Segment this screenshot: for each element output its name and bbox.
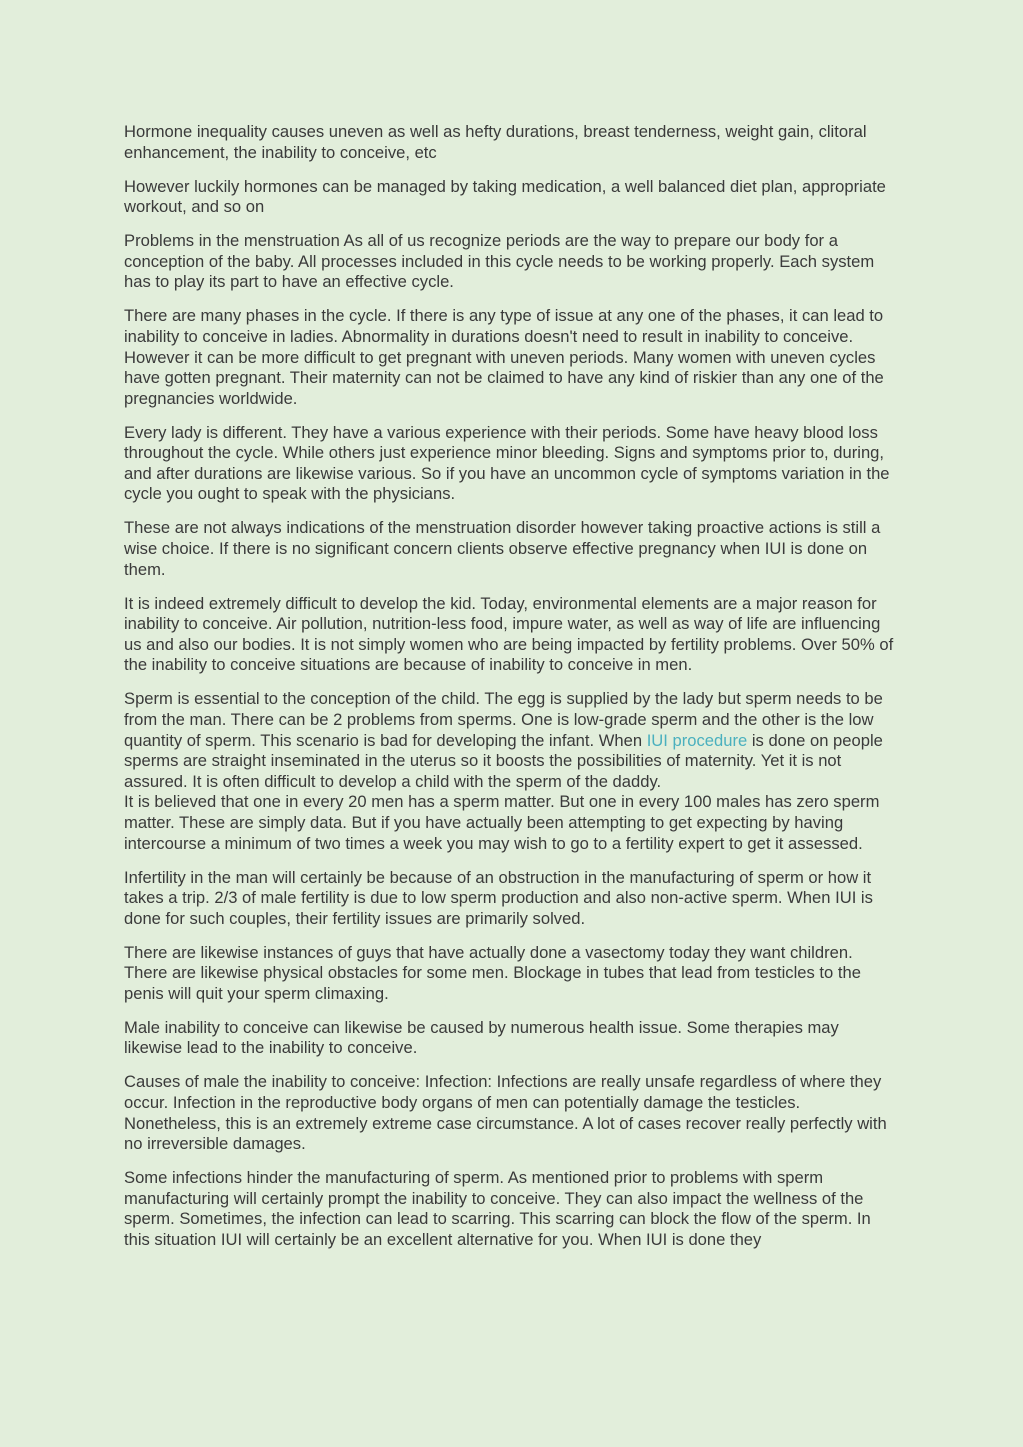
paragraph-hormones-managed: However luckily hormones can be managed by taking medication, a well balanced diet plan, appropriate workout, and so on — [124, 176, 886, 217]
paragraph-every-lady-different: Every lady is different. They have a various experience with their periods. Some have heavy blood loss throughout the cycle. While others just experience minor bleeding. Signs and symptoms prior to, during, and after durations are likewise various. So if you have an uncommon cycle of symptoms variation in the cycle you ought to speak with the physicians. — [124, 422, 890, 504]
paragraph-male-infertility-obstruction: Infertility in the man will certainly be because of an obstruction in the manufacturing of sperm or how it takes a trip. 2/3 of male fertility is due to low sperm production and also non-active sperm. When IUI is done for such couples, their fertility issues are primarily solved. — [124, 867, 873, 928]
paragraph-sperm-essential-before: Sperm is essential to the conception of the child. The egg is supplied by the lady but sperm needs to be from the man. There can be 2 problems from sperms. One is low-grade sperm and the other is the low quantity of sperm. This scenario is bad for developing the infant. When — [124, 689, 883, 750]
paragraph-menstruation-problems: Problems in the menstruation As all of us recognize periods are the way to prepare our body for a conception of the baby. All processes included in this cycle needs to be working properly. Each system has to play its part to have an effective cycle. — [124, 231, 875, 292]
document-body — [124, 122, 899, 1251]
paragraph-vasectomy: There are likewise instances of guys that have actually done a vasectomy today they want children. There are likewise physical obstacles for some men. Blockage in tubes that lead from testicles to the penis will quit your sperm climaxing. — [124, 942, 861, 1003]
paragraph-cycle-phases: There are many phases in the cycle. If there is any type of issue at any one of the phases, it can lead to inability to conceive in ladies. Abnormality in durations doesn't need to result in inability to conceive. However it can be more difficult to get pregnant with uneven periods. Many women with uneven cycles have gotten pregnant. Their maternity can not be claimed to have any kind of riskier than any one of the pregnancies worldwide. — [124, 306, 884, 408]
paragraph-environmental-elements: It is indeed extremely difficult to develop the kid. Today, environmental elements are a major reason for inability to conceive. Air pollution, nutrition-less food, impure water, as well as way of life are influencing us and also our bodies. It is not simply women who are being impacted by fertility problems. Over 50% of the inability to conceive situations are because of inability to conceive in men. — [124, 593, 894, 675]
iui-procedure-link[interactable]: IUI procedure — [646, 730, 748, 750]
paragraph-sperm-essential-after: is done on people sperms are straight inseminated in the uterus so it boosts the possibilities of maternity. Yet it is not assured. It is often difficult to develop a child with the sperm of the daddy. — [124, 730, 883, 791]
paragraph-sperm-matter-data: It is believed that one in every 20 men has a sperm matter. But one in every 100 males has zero sperm matter. These are simply data. But if you have actually been attempting to get expecting by having intercourse a minimum of two times a week you may wish to go to a fertility expert to get it assessed. — [124, 792, 880, 853]
paragraph-sperm-essential — [124, 689, 899, 792]
paragraph-hormone-inequality: Hormone inequality causes uneven as well as hefty durations, breast tenderness, weight gain, clitoral enhancement, the inability to conceive, etc — [124, 122, 867, 162]
paragraph-infections-hinder: Some infections hinder the manufacturing of sperm. As mentioned prior to problems with sperm manufacturing will certainly prompt the inability to conceive. They can also impact the wellness of the sperm. Sometimes, the infection can lead to scarring. This scarring can block the flow of the sperm. In this situation IUI will certainly be an excellent alternative for you. When IUI is done they — [124, 1168, 871, 1249]
paragraph-causes-infection: Causes of male the inability to conceive: Infection: Infections are really unsafe regardless of where they occur. Infection in the reproductive body organs of men can potentially damage the testicles. Nonetheless, this is an extremely extreme case circumstance. A lot of cases recover really perfectly with no irreversible damages. — [124, 1072, 887, 1154]
paragraph-proactive-actions: These are not always indications of the menstruation disorder however taking proactive actions is still a wise choice. If there is no significant concern clients observe effective pregnancy when IUI is done on them. — [124, 518, 881, 579]
paragraph-health-issues: Male inability to conceive can likewise be caused by numerous health issue. Some therapies may likewise lead to the inability to conceive. — [124, 1017, 839, 1058]
